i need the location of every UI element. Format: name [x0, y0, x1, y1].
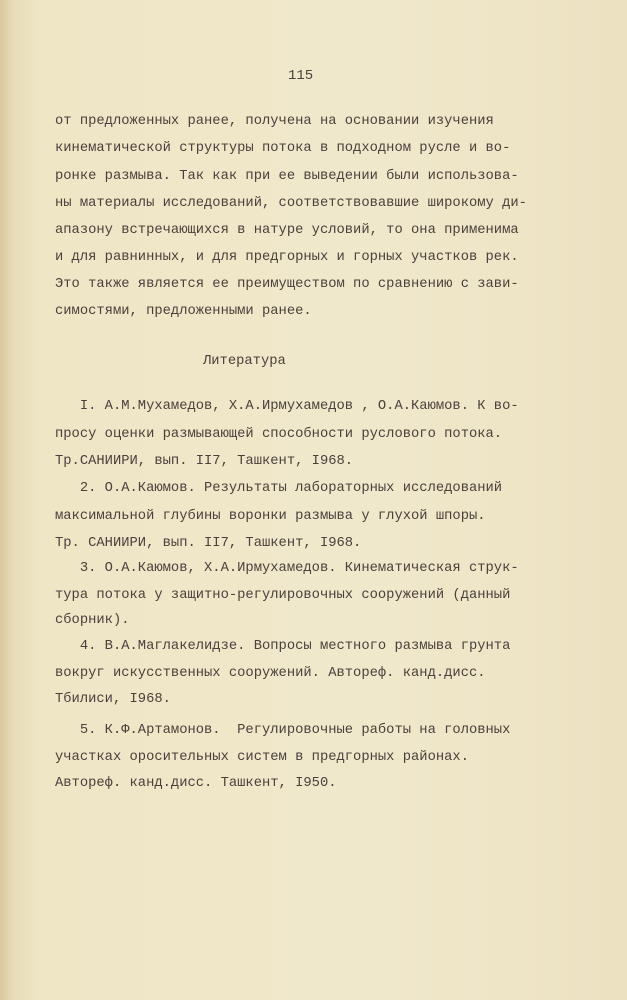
- reference-line: 2. О.А.Каюмов. Результаты лабораторных исследований: [55, 481, 503, 496]
- references-heading: Литература: [203, 354, 286, 369]
- reference-line: просу оценки размывающей способности руслового потока.: [55, 427, 503, 442]
- reference-line: максимальной глубины воронки размыва у глухой шпоры.: [55, 509, 486, 524]
- reference-line: сборник).: [55, 613, 130, 628]
- text-line: симостями, предложенными ранее.: [55, 304, 312, 319]
- text-line: апазону встречающихся в натуре условий, то она применима: [55, 223, 519, 238]
- reference-line: участках оросительных систем в предгорных районах.: [55, 750, 469, 765]
- reference-line: 5. К.Ф.Артамонов. Регулировочные работы на головных: [55, 723, 511, 738]
- reference-line: I. А.М.Мухамедов, Х.А.Ирмухамедов , О.А.Каюмов. К во-: [55, 399, 519, 414]
- text-line: ны материалы исследований, соответствовавшие широкому ди-: [55, 196, 527, 211]
- text-line: и для равнинных, и для предгорных и горных участков рек.: [55, 250, 519, 265]
- reference-line: Тр.САНИИРИ, вып. II7, Ташкент, I968.: [55, 454, 354, 469]
- reference-line: 4. В.А.Маглакелидзе. Вопросы местного размыва грунта: [55, 639, 511, 654]
- text-line: Это также является ее преимуществом по сравнению с зави-: [55, 277, 519, 292]
- reference-line: Автореф. канд.дисс. Ташкент, I950.: [55, 776, 337, 791]
- reference-line: вокруг искусственных сооружений. Автореф. канд.дисс.: [55, 666, 486, 681]
- page-number: 115: [288, 68, 314, 84]
- reference-line: Тр. САНИИРИ, вып. II7, Ташкент, I968.: [55, 536, 362, 551]
- reference-line: тура потока у защитно-регулировочных сооружений (данный: [55, 588, 511, 603]
- text-line: от предложенных ранее, получена на основании изучения: [55, 114, 494, 129]
- reference-line: 3. О.А.Каюмов, Х.А.Ирмухамедов. Кинематическая струк-: [55, 561, 519, 576]
- reference-line: Тбилиси, I968.: [55, 692, 171, 707]
- text-line: ронке размыва. Так как при ее выведении были использова-: [55, 169, 519, 184]
- text-line: кинематической структуры потока в подходном русле и во-: [55, 141, 511, 156]
